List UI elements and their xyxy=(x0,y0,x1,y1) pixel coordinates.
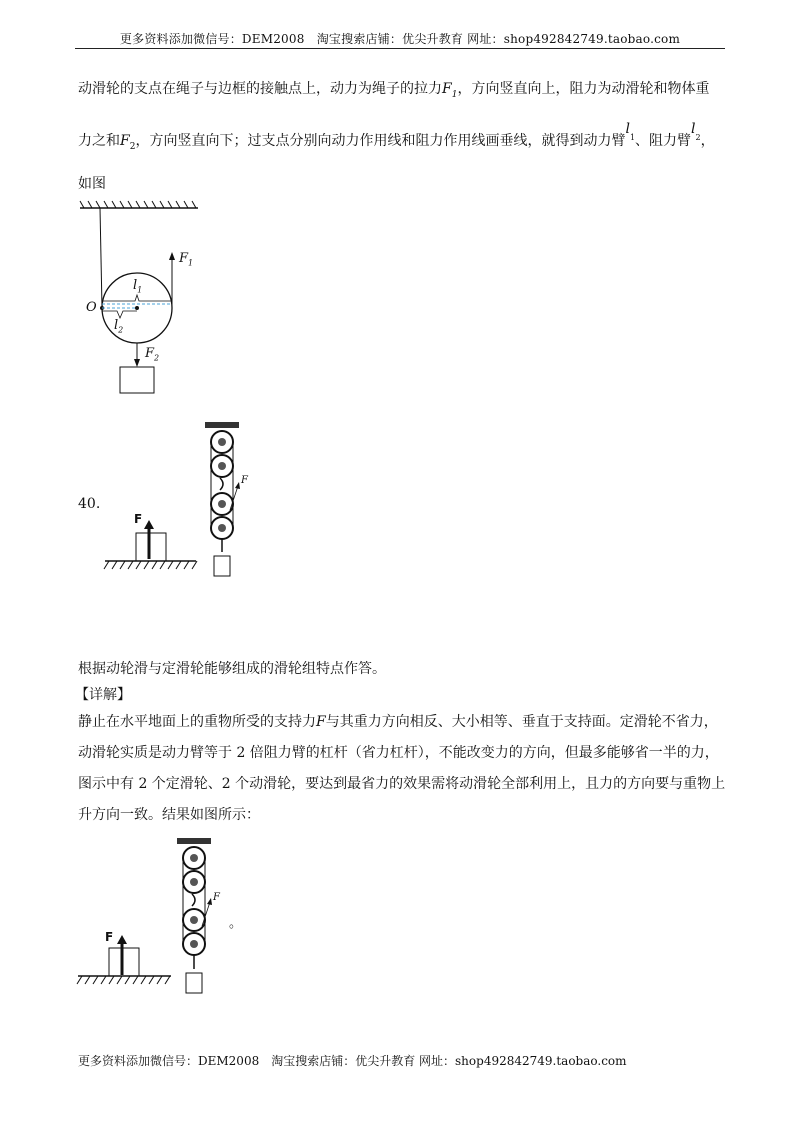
question-number: 40. xyxy=(78,496,101,512)
detail-line-3: 图示中有 2 个定滑轮、2 个动滑轮，要达到最省力的效果需将动滑轮全部利用上，且力的方向要与重物上 xyxy=(78,776,726,792)
answer-figure-pulley-block xyxy=(172,836,222,996)
label-F1: $F_1$ xyxy=(179,251,194,268)
detail-heading: 【详解】 xyxy=(75,687,131,703)
page-footer: 更多资料添加微信号：DEM2008 淘宝搜索店铺：优尖升教育 网址：shop492842749.taobao.com xyxy=(78,1054,627,1068)
label-l1: $l_1$ xyxy=(133,278,143,295)
detail-line-2: 动滑轮实质是动力臂等于 2 倍阻力臂的杠杆（省力杠杆），不能改变力的方向，但最多能够省一半的力， xyxy=(78,745,719,761)
page-header: 更多资料添加微信号：DEM2008 淘宝搜索店铺：优尖升教育 网址：shop492842749.taobao.com xyxy=(119,32,681,46)
answer-label-F-box: F xyxy=(105,930,114,944)
label-F2: $F_2$ xyxy=(145,346,160,363)
figure-pulley-block xyxy=(200,420,250,580)
answer-label-F-rope: F xyxy=(213,892,220,903)
label-F-box: F xyxy=(134,512,143,526)
detail-line-4: 升方向一致。结果如图所示： xyxy=(78,807,260,823)
label-l2: $l_2$ xyxy=(114,318,124,335)
label-O: O xyxy=(86,300,97,315)
answer-trailing-period: 。 xyxy=(229,916,243,931)
header-rule xyxy=(75,48,725,49)
figure-movable-pulley xyxy=(80,198,210,398)
paragraph-1: 动滑轮的支点在绳子与边框的接触点上，动力为绳子的拉力$F_1$，方向竖直向上，阻力为动滑轮和物体重 xyxy=(78,81,710,100)
figure-box-on-ground xyxy=(100,515,200,577)
answer-figure-box-on-ground xyxy=(75,925,175,987)
detail-line-1: 静止在水平地面上的重物所受的支持力F与其重力方向相反、大小相等、垂直于支持面。定滑轮不省力， xyxy=(78,714,718,730)
paragraph-2: 力之和$F_2$，方向竖直向下；过支点分别向动力作用线和阻力作用线画垂线，就得到动力臂$l_1$、阻力臂$l_2$， xyxy=(78,121,715,152)
hint-text: 根据动轮滑与定滑轮能够组成的滑轮组特点作答。 xyxy=(78,661,386,677)
label-F-rope: F xyxy=(241,475,248,486)
paragraph-3: 如图 xyxy=(78,176,106,192)
